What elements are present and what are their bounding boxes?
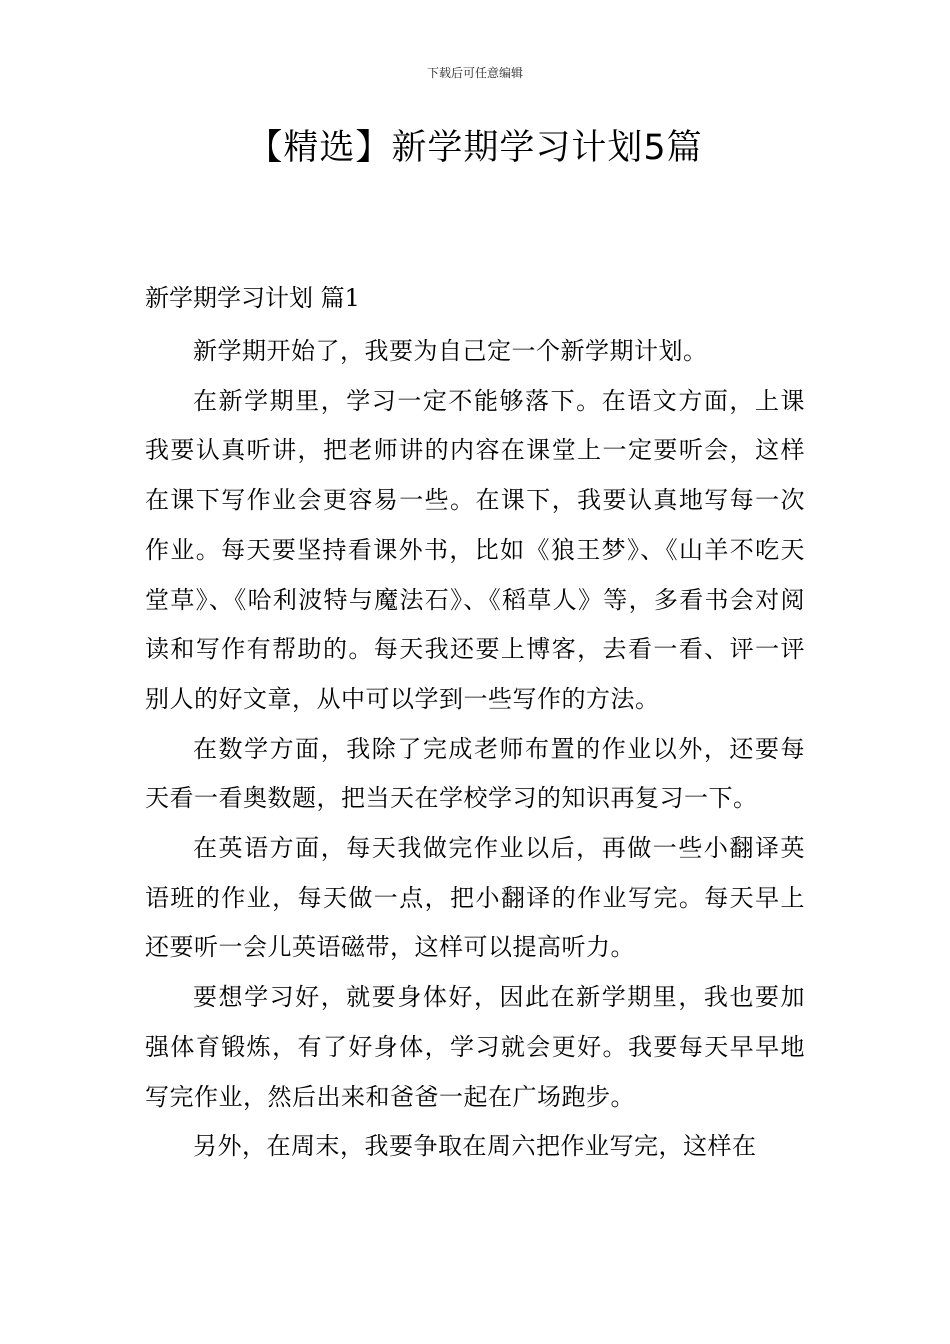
paragraph: 在英语方面，每天我做完作业以后，再做一些小翻译英语班的作业，每天做一点，把小翻译的作业写完。每天早上还要听一会儿英语磁带，这样可以提高听力。 [145,834,805,962]
section-heading: 新学期学习计划 篇1 [145,284,360,312]
paragraph: 新学期开始了，我要为自己定一个新学期计划。 [193,337,708,365]
paragraph: 另外，在周末，我要争取在周六把作业写完，这样在 [193,1132,757,1161]
header-note: 下载后可任意编辑 [426,66,523,80]
paragraph: 在新学期里，学习一定不能够落下。在语文方面，上课我要认真听讲，把老师讲的内容在课堂上一定要听会，这样在课下写作业会更容易一些。在课下，我要认真地写每一次作业。每天要坚持看课外书，比如《狼王梦》、《山羊不吃天堂草》、《哈利波特与魔法石》、《稻草人》等，多看书会对阅读和写作有帮助的。每天我还要上博客，去看一看、评一评别人的好文章，从中可以学到一些写作的方法。 [145,386,805,713]
body-text [145,327,805,1172]
document-title: 【精选】新学期学习计划5篇 [247,128,703,168]
paragraph: 在数学方面，我除了完成老师布置的作业以外，还要每天看一看奥数题，把当天在学校学习的知识再复习一下。 [145,734,805,813]
paragraph: 要想学习好，就要身体好，因此在新学期里，我也要加强体育锻炼，有了好身体，学习就会更好。我要每天早早地写完作业，然后出来和爸爸一起在广场跑步。 [145,983,805,1111]
